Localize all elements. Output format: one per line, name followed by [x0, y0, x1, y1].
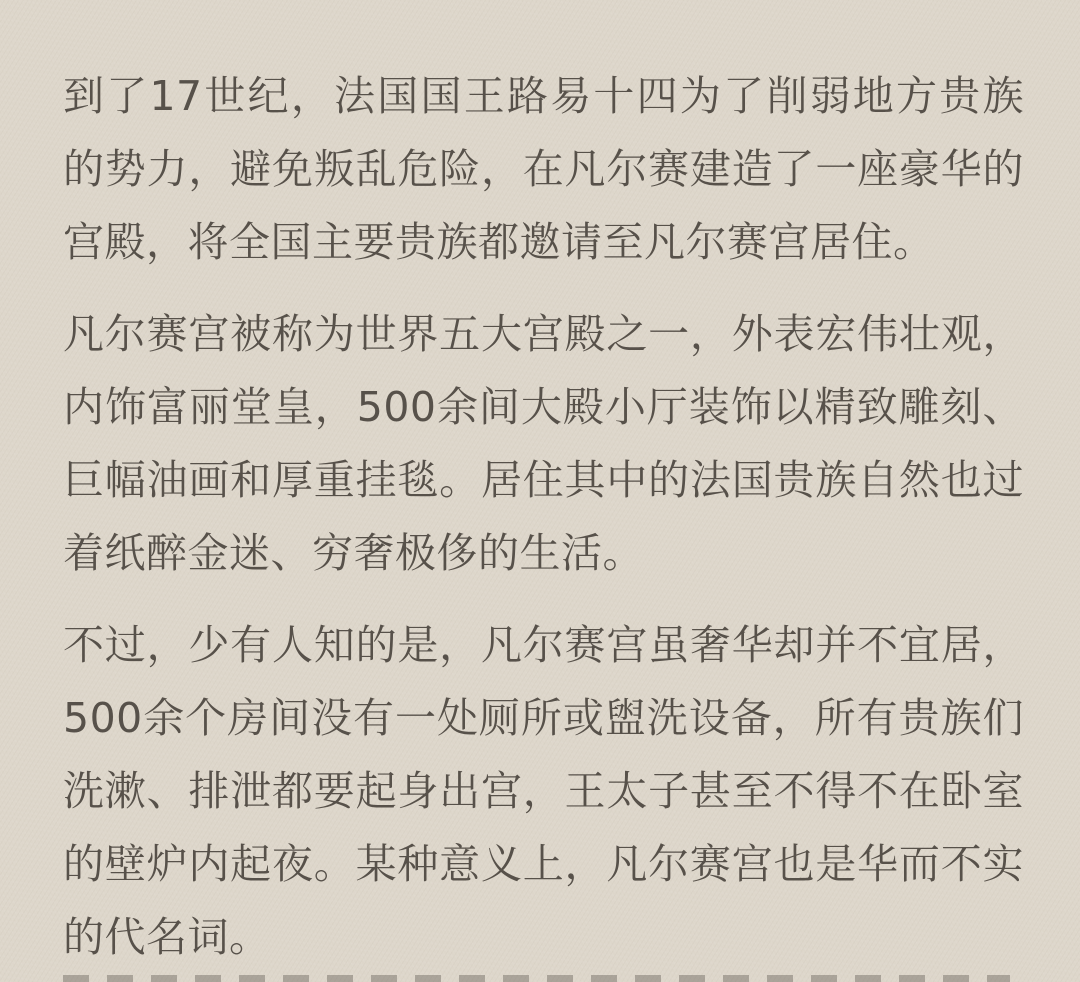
next-line-cutoff: [63, 975, 1010, 982]
article-paragraph-1: 到了17世纪，法国国王路易十四为了削弱地方贵族的势力，避免叛乱危险，在凡尔赛建造了一座豪华的宫殿，将全国主要贵族都邀请至凡尔赛宫居住。: [63, 72, 1024, 266]
article-body: [63, 60, 1024, 974]
article-paragraph-2: 凡尔赛宫被称为世界五大宫殿之一，外表宏伟壮观，内饰富丽堂皇，500余间大殿小厅装饰以精致雕刻、巨幅油画和厚重挂毯。居住其中的法国贵族自然也过着纸醉金迷、穷奢极侈的生活。: [63, 310, 1024, 577]
article-paragraph-3: 不过，少有人知的是，凡尔赛宫虽奢华却并不宜居，500余个房间没有一处厕所或盥洗设备，所有贵族们洗漱、排泄都要起身出宫，王太子甚至不得不在卧室的壁炉内起夜。某种意义上，凡尔赛宫也是华而不实的代名词。: [63, 621, 1024, 961]
